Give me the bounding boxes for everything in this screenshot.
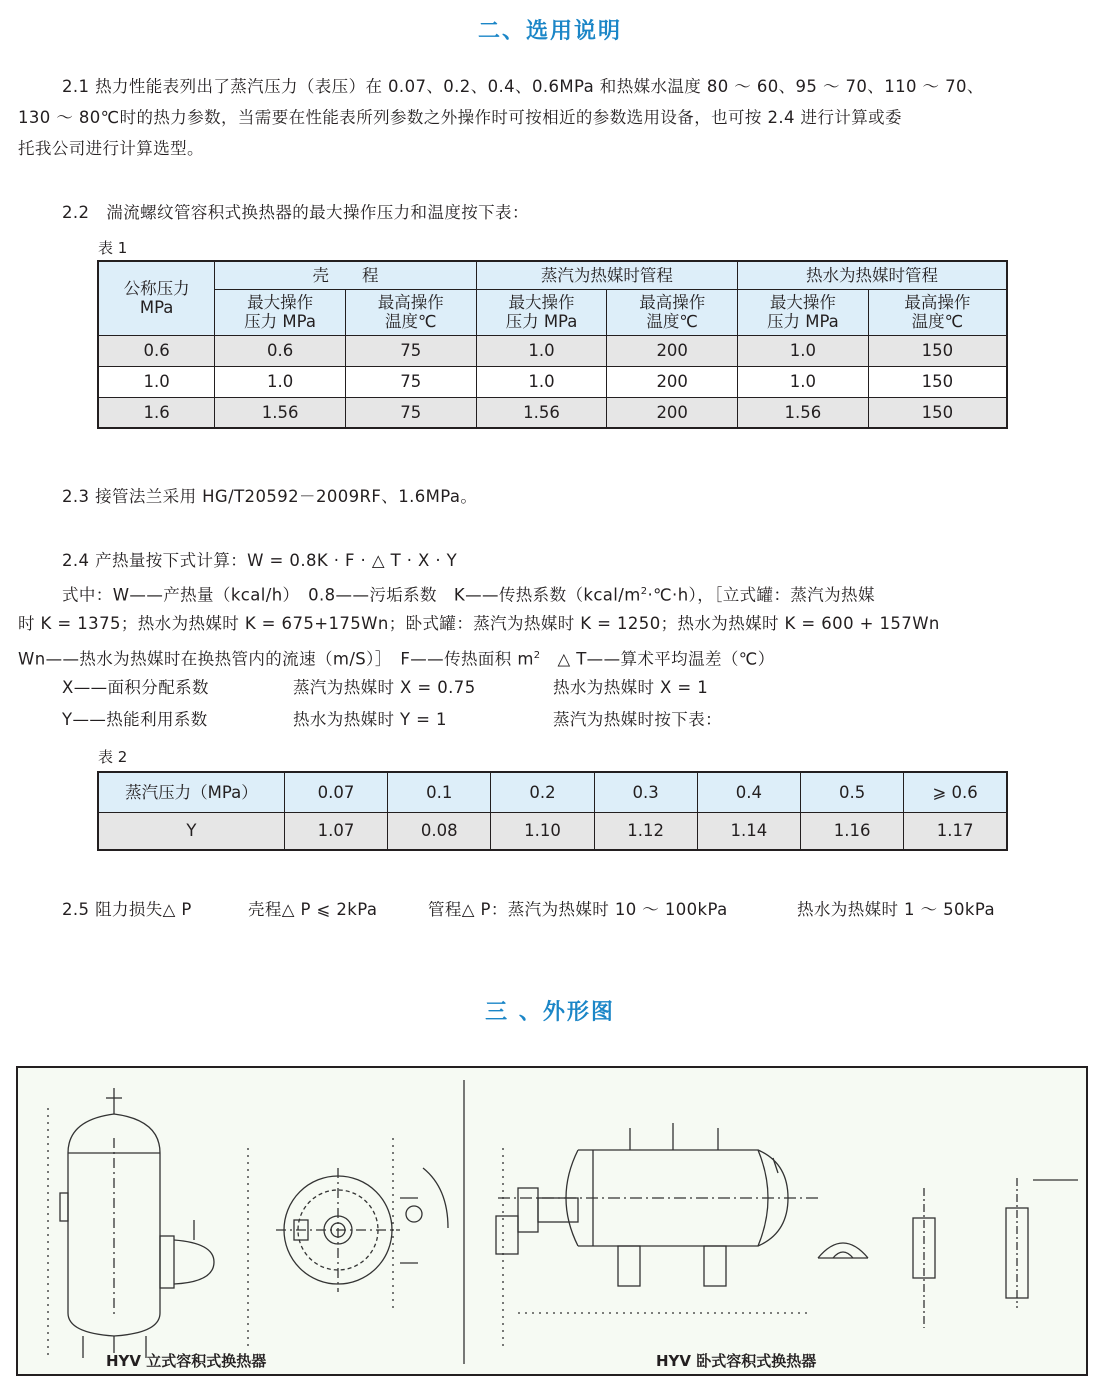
x-coefficient-steam: 蒸汽为热媒时 X = 0.75 <box>293 678 476 697</box>
sub-header-temp: 最高操作 温度℃ <box>607 289 738 335</box>
y-coefficient-water: 热水为热媒时 Y = 1 <box>293 710 447 729</box>
y-coefficient-steam: 蒸汽为热媒时按下表： <box>553 710 722 729</box>
paragraph-2-5-shell: 壳程△ P ⩽ 2kPa <box>248 900 378 919</box>
paragraph-2-5-water: 热水为热媒时 1 ～ 50kPa <box>797 900 996 919</box>
table-row: 1.0 1.0 75 1.0 200 1.0 150 <box>98 366 1007 397</box>
outline-drawing-panel <box>16 1066 1088 1376</box>
sub-header-pressure: 最大操作 压力 MPa <box>738 289 869 335</box>
table-row: Y 1.07 0.08 1.10 1.12 1.14 1.16 1.17 <box>98 812 1007 850</box>
section-heading-outline: 三 、外形图 <box>485 1000 615 1025</box>
x-coefficient-label: X——面积分配系数 <box>62 678 209 697</box>
paragraph-2-2: 2.2 湍流螺纹管容积式换热器的最大操作压力和温度按下表： <box>62 203 529 222</box>
x-coefficient-water: 热水为热媒时 X = 1 <box>553 678 709 697</box>
paragraph-2-5-title: 2.5 阻力损失△ P <box>62 900 192 919</box>
table-row: 1.6 1.56 75 1.56 200 1.56 150 <box>98 397 1007 428</box>
group-header-water-tube: 热水为热媒时管程 <box>738 261 1007 289</box>
section-heading-selection: 二、选用说明 <box>477 19 622 44</box>
paragraph-2-4-line3: 时 K = 1375；热水为热媒时 K = 675+175Wn；卧式罐：蒸汽为热媒时 K = 1250；热水为热媒时 K = 600 + 157Wn <box>18 614 940 633</box>
caption-vertical-heat-exchanger: HYV 立式容积式换热器 <box>106 1352 267 1370</box>
table-max-operating <box>97 260 1008 429</box>
table2-caption: 表 2 <box>98 748 128 766</box>
caption-horizontal-heat-exchanger: HYV 卧式容积式换热器 <box>656 1352 817 1370</box>
table-y-coefficient <box>97 771 1008 851</box>
paragraph-2-3: 2.3 接管法兰采用 HG/T20592－2009RF、1.6MPa。 <box>62 487 478 506</box>
paragraph-2-4-formula: 2.4 产热量按下式计算：W = 0.8K · F · △ T · X · Y <box>62 551 458 570</box>
table-row: 蒸汽压力（MPa） 0.07 0.1 0.2 0.3 0.4 0.5 ⩾ 0.6 <box>98 772 1007 812</box>
sub-header-temp: 最高操作 温度℃ <box>345 289 476 335</box>
outline-drawing <box>18 1068 1086 1374</box>
y-coefficient-label: Y——热能利用系数 <box>62 710 208 729</box>
paragraph-2-5-tube: 管程△ P：蒸汽为热媒时 10 ～ 100kPa <box>428 900 728 919</box>
sub-header-temp: 最高操作 温度℃ <box>868 289 1007 335</box>
paragraph-2-1-line1: 2.1 热力性能表列出了蒸汽压力（表压）在 0.07、0.2、0.4、0.6MPa 和热媒水温度 80 ～ 60、95 ～ 70、110 ～ 70、 <box>62 77 984 96</box>
group-header-shell: 壳 程 <box>215 261 476 289</box>
nominal-pressure-header: 公称压力 MPa <box>98 261 215 335</box>
paragraph-2-1-line2: 130 ～ 80℃时的热力参数，当需要在性能表所列参数之外操作时可按相近的参数选用设备，也可按 2.4 进行计算或委 <box>18 108 902 127</box>
paragraph-2-4-line4: Wn——热水为热媒时在换热管内的流速（m/S）］ F——传热面积 $m^2$ △ T——算术平均温差（℃） <box>18 649 775 669</box>
table1-caption: 表 1 <box>98 239 128 257</box>
paragraph-2-1-line3: 托我公司进行计算选型。 <box>18 139 204 158</box>
table-row: 0.6 0.6 75 1.0 200 1.0 150 <box>98 335 1007 366</box>
sub-header-pressure: 最大操作 压力 MPa <box>476 289 607 335</box>
group-header-steam-tube: 蒸汽为热媒时管程 <box>476 261 737 289</box>
paragraph-2-4-line2: 式中：W——产热量（kcal/h） 0.8——污垢系数 K——传热系数$(kcal/m^2\cdot℃\cdot h)$，［立式罐：蒸汽为热媒 <box>62 585 875 605</box>
sub-header-pressure: 最大操作 压力 MPa <box>215 289 346 335</box>
